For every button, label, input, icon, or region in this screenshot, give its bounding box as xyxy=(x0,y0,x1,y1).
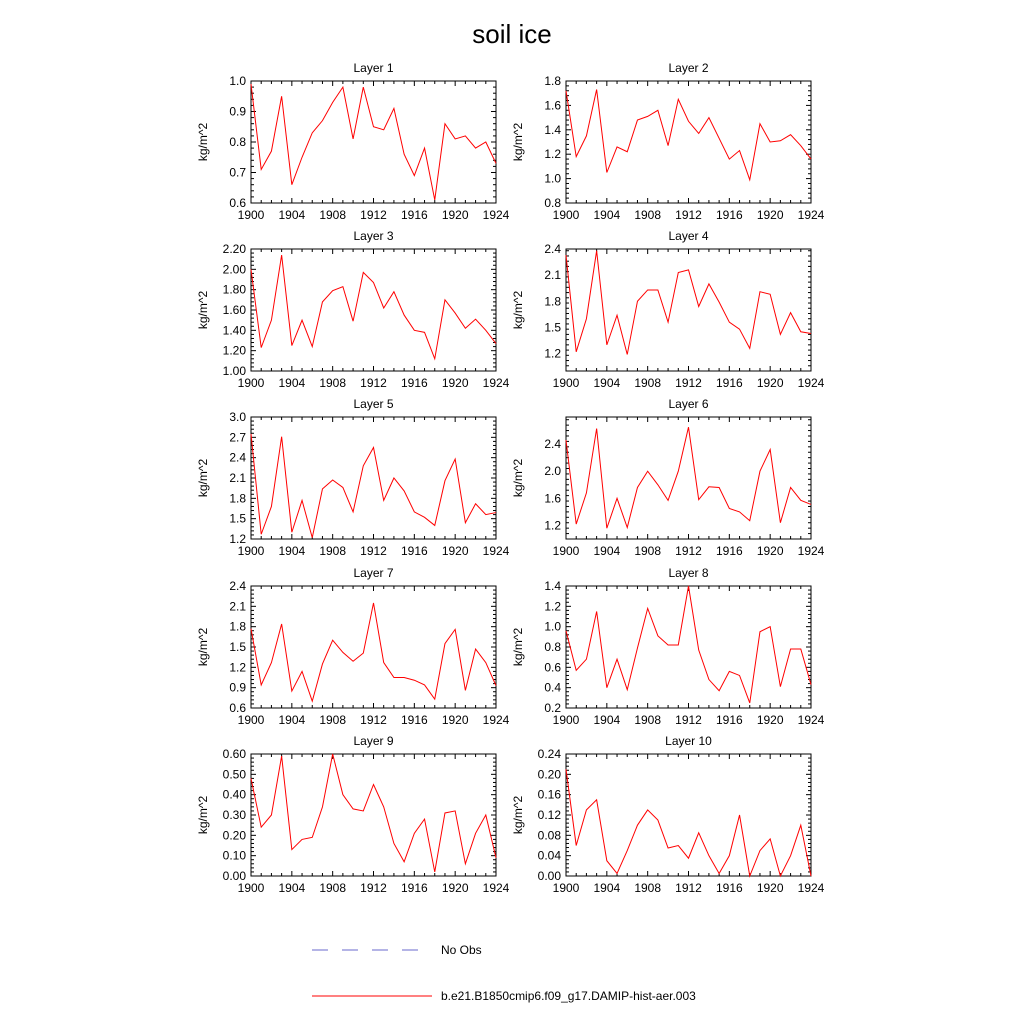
panel-layer-1 xyxy=(196,61,510,222)
panel-layer-8 xyxy=(511,566,825,727)
y-tick-label: 0.60 xyxy=(222,747,246,761)
panel-title-layer-4: Layer 4 xyxy=(668,229,709,243)
x-tick-label: 1924 xyxy=(482,208,510,222)
legend-model-label: b.e21.B1850cmip6.f09_g17.DAMIP-hist-aer.003 xyxy=(441,989,696,1003)
plot-frame xyxy=(251,81,496,203)
y-tick-label: 0.7 xyxy=(229,165,246,180)
y-tick-label: 1.00 xyxy=(222,364,246,378)
series-line-layer-5 xyxy=(251,434,496,538)
y-axis-label: kg/m^2 xyxy=(511,458,525,498)
y-tick-label: 1.8 xyxy=(229,619,246,634)
y-tick-label: 0.6 xyxy=(229,196,246,210)
legend xyxy=(312,943,696,1003)
x-tick-label: 1908 xyxy=(634,544,662,558)
x-tick-label: 1912 xyxy=(360,881,387,895)
x-tick-label: 1920 xyxy=(756,208,784,222)
x-tick-label: 1908 xyxy=(319,713,347,727)
y-tick-label: 1.0 xyxy=(544,619,561,634)
y-tick-label: 0.9 xyxy=(229,104,246,119)
x-tick-label: 1916 xyxy=(715,208,743,222)
x-tick-label: 1904 xyxy=(278,713,306,727)
x-tick-label: 1904 xyxy=(278,544,306,558)
x-tick-label: 1924 xyxy=(482,376,510,390)
y-tick-label: 0.08 xyxy=(537,828,561,843)
plot-frame xyxy=(251,417,496,539)
x-tick-label: 1900 xyxy=(552,544,580,558)
x-tick-label: 1920 xyxy=(756,881,784,895)
y-tick-label: 0.8 xyxy=(544,196,561,210)
x-tick-label: 1916 xyxy=(400,713,428,727)
y-tick-label: 0.40 xyxy=(222,787,246,802)
y-tick-label: 1.2 xyxy=(544,518,561,533)
y-tick-label: 0.50 xyxy=(222,767,246,782)
panel-layer-6 xyxy=(511,397,825,558)
x-tick-label: 1912 xyxy=(360,208,387,222)
x-tick-label: 1904 xyxy=(593,208,621,222)
y-tick-label: 0.24 xyxy=(537,747,561,761)
series-line-layer-10 xyxy=(566,769,811,876)
y-tick-label: 1.4 xyxy=(544,579,561,593)
panel-layer-5 xyxy=(196,397,510,558)
x-tick-label: 1916 xyxy=(715,713,743,727)
x-tick-label: 1900 xyxy=(237,208,265,222)
y-tick-label: 0.04 xyxy=(537,848,561,863)
y-tick-label: 2.1 xyxy=(229,471,246,485)
panel-title-layer-5: Layer 5 xyxy=(353,397,394,411)
x-tick-label: 1920 xyxy=(756,376,784,390)
y-tick-label: 1.40 xyxy=(222,323,246,338)
series-line-layer-6 xyxy=(566,427,811,528)
x-tick-label: 1924 xyxy=(797,208,825,222)
y-tick-label: 0.2 xyxy=(544,701,561,715)
y-tick-label: 0.10 xyxy=(222,848,246,863)
y-tick-label: 0.20 xyxy=(222,828,246,843)
y-tick-label: 2.0 xyxy=(544,464,561,479)
x-tick-label: 1912 xyxy=(675,376,702,390)
x-tick-label: 1904 xyxy=(278,881,306,895)
y-tick-label: 1.80 xyxy=(222,282,246,297)
panel-title-layer-3: Layer 3 xyxy=(353,229,394,243)
x-tick-label: 1920 xyxy=(441,544,469,558)
x-tick-label: 1920 xyxy=(441,713,469,727)
series-line-layer-2 xyxy=(566,90,811,180)
x-tick-label: 1920 xyxy=(756,713,784,727)
y-tick-label: 2.4 xyxy=(544,437,561,452)
x-tick-label: 1900 xyxy=(237,713,265,727)
x-tick-label: 1900 xyxy=(552,208,580,222)
y-tick-label: 1.0 xyxy=(544,171,561,186)
panel-title-layer-8: Layer 8 xyxy=(668,566,709,580)
y-tick-label: 2.4 xyxy=(229,450,246,465)
x-tick-label: 1924 xyxy=(482,713,510,727)
series-line-layer-8 xyxy=(566,586,811,703)
y-tick-label: 0.9 xyxy=(229,680,246,695)
panel-layer-3 xyxy=(196,229,510,390)
x-tick-label: 1912 xyxy=(675,208,702,222)
y-axis-label: kg/m^2 xyxy=(511,122,525,162)
y-tick-label: 1.2 xyxy=(544,147,561,162)
x-tick-label: 1916 xyxy=(715,376,743,390)
x-tick-label: 1908 xyxy=(319,881,347,895)
y-axis-label: kg/m^2 xyxy=(511,795,525,835)
y-tick-label: 1.8 xyxy=(544,74,561,88)
x-tick-label: 1908 xyxy=(634,881,662,895)
series-line-layer-9 xyxy=(251,754,496,872)
y-tick-label: 0.20 xyxy=(537,767,561,782)
y-tick-label: 1.5 xyxy=(544,320,561,335)
panel-layer-2 xyxy=(511,61,825,222)
panels-grid xyxy=(196,61,825,895)
x-tick-label: 1900 xyxy=(237,881,265,895)
panel-layer-7 xyxy=(196,566,510,727)
y-tick-label: 0.00 xyxy=(537,869,561,883)
x-tick-label: 1900 xyxy=(237,544,265,558)
x-tick-label: 1900 xyxy=(237,376,265,390)
x-tick-label: 1916 xyxy=(715,544,743,558)
x-tick-label: 1908 xyxy=(634,376,662,390)
y-axis-label: kg/m^2 xyxy=(196,290,210,330)
panel-layer-10 xyxy=(511,734,825,895)
figure-title: soil ice xyxy=(472,19,552,49)
series-line-layer-4 xyxy=(566,251,811,355)
y-tick-label: 1.60 xyxy=(222,303,246,317)
y-tick-label: 1.2 xyxy=(229,660,246,675)
x-tick-label: 1916 xyxy=(715,881,743,895)
x-tick-label: 1904 xyxy=(278,376,306,390)
panel-title-layer-10: Layer 10 xyxy=(665,734,712,748)
x-tick-label: 1912 xyxy=(675,881,702,895)
y-axis-label: kg/m^2 xyxy=(196,458,210,498)
y-tick-label: 2.1 xyxy=(544,268,561,283)
x-tick-label: 1924 xyxy=(482,544,510,558)
x-tick-label: 1916 xyxy=(400,881,428,895)
y-tick-label: 1.6 xyxy=(544,491,561,506)
x-tick-label: 1908 xyxy=(634,208,662,222)
y-tick-label: 1.2 xyxy=(229,532,246,546)
x-tick-label: 1912 xyxy=(360,713,387,727)
x-tick-label: 1904 xyxy=(278,208,306,222)
x-tick-label: 1912 xyxy=(360,544,387,558)
series-line-layer-1 xyxy=(251,84,496,200)
y-tick-label: 1.5 xyxy=(229,640,246,654)
x-tick-label: 1916 xyxy=(400,544,428,558)
y-tick-label: 0.6 xyxy=(544,660,561,675)
y-axis-label: kg/m^2 xyxy=(511,290,525,330)
y-tick-label: 0.30 xyxy=(222,808,246,822)
y-tick-label: 1.4 xyxy=(544,122,561,137)
y-tick-label: 2.4 xyxy=(544,242,561,256)
x-tick-label: 1904 xyxy=(593,544,621,558)
y-tick-label: 0.00 xyxy=(222,869,246,883)
panel-layer-4 xyxy=(511,229,825,390)
x-tick-label: 1920 xyxy=(756,544,784,558)
x-tick-label: 1924 xyxy=(797,376,825,390)
y-tick-label: 1.5 xyxy=(229,511,246,526)
x-tick-label: 1908 xyxy=(634,713,662,727)
y-tick-label: 1.8 xyxy=(544,294,561,309)
y-tick-label: 3.0 xyxy=(229,410,246,424)
panel-layer-9 xyxy=(196,734,510,895)
y-axis-label: kg/m^2 xyxy=(511,627,525,667)
y-axis-label: kg/m^2 xyxy=(196,122,210,162)
x-tick-label: 1912 xyxy=(675,713,702,727)
y-tick-label: 0.12 xyxy=(537,808,561,822)
y-tick-label: 2.4 xyxy=(229,579,246,593)
series-line-layer-3 xyxy=(251,255,496,359)
x-tick-label: 1912 xyxy=(675,544,702,558)
x-tick-label: 1912 xyxy=(360,376,387,390)
y-tick-label: 2.00 xyxy=(222,262,246,277)
x-tick-label: 1920 xyxy=(441,881,469,895)
y-tick-label: 0.6 xyxy=(229,701,246,715)
y-tick-label: 1.2 xyxy=(544,346,561,361)
y-tick-label: 2.7 xyxy=(229,430,246,445)
y-tick-label: 2.20 xyxy=(222,242,246,256)
x-tick-label: 1908 xyxy=(319,208,347,222)
x-tick-label: 1920 xyxy=(441,208,469,222)
y-tick-label: 0.16 xyxy=(537,787,561,802)
x-tick-label: 1900 xyxy=(552,713,580,727)
x-tick-label: 1916 xyxy=(400,208,428,222)
plot-frame xyxy=(566,586,811,708)
x-tick-label: 1920 xyxy=(441,376,469,390)
y-tick-label: 0.8 xyxy=(229,135,246,149)
panel-title-layer-6: Layer 6 xyxy=(668,397,709,411)
y-axis-label: kg/m^2 xyxy=(196,627,210,667)
x-tick-label: 1900 xyxy=(552,376,580,390)
y-tick-label: 0.4 xyxy=(544,680,561,695)
y-tick-label: 1.6 xyxy=(544,98,561,113)
x-tick-label: 1904 xyxy=(593,881,621,895)
y-axis-label: kg/m^2 xyxy=(196,795,210,835)
y-tick-label: 2.1 xyxy=(229,599,246,614)
x-tick-label: 1924 xyxy=(797,544,825,558)
panel-title-layer-2: Layer 2 xyxy=(668,61,709,75)
x-tick-label: 1924 xyxy=(797,881,825,895)
panel-title-layer-7: Layer 7 xyxy=(353,566,394,580)
y-tick-label: 1.0 xyxy=(229,74,246,88)
x-tick-label: 1904 xyxy=(593,376,621,390)
x-tick-label: 1904 xyxy=(593,713,621,727)
x-tick-label: 1924 xyxy=(797,713,825,727)
panel-title-layer-9: Layer 9 xyxy=(353,734,394,748)
y-tick-label: 1.20 xyxy=(222,343,246,358)
x-tick-label: 1900 xyxy=(552,881,580,895)
y-tick-label: 0.8 xyxy=(544,640,561,654)
x-tick-label: 1924 xyxy=(482,881,510,895)
y-tick-label: 1.8 xyxy=(229,491,246,506)
series-line-layer-7 xyxy=(251,603,496,701)
x-tick-label: 1908 xyxy=(319,544,347,558)
y-tick-label: 1.2 xyxy=(544,599,561,614)
legend-no-obs-label: No Obs xyxy=(441,943,482,957)
x-tick-label: 1916 xyxy=(400,376,428,390)
x-tick-label: 1908 xyxy=(319,376,347,390)
panel-title-layer-1: Layer 1 xyxy=(353,61,394,75)
